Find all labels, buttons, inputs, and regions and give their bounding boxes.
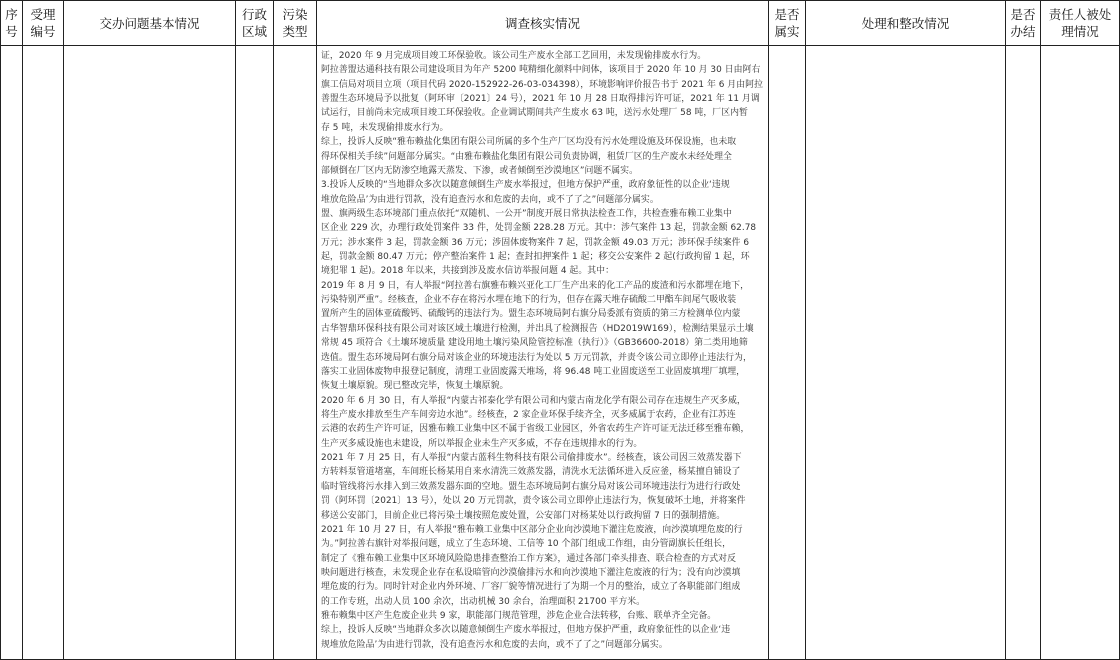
investigation-line: 试运行，目前尚未完成项目竣工环保验收。企业调试期间共产生废水 63 吨，送污水处理厂 58 吨，厂区内暂 [321,108,748,119]
investigation-line: 旗工信局对项目立项（项目代码 2020-152922-26-03-034398），环境影响评价报告书于 2021 年 6 月由阿拉 [321,79,764,90]
investigation-line: 3.投诉人反映的“当地群众多次以随意倾倒生产废水举报过，但地方保护严重，政府象征性的以企业‘违规 [321,180,730,191]
header-issue: 交办问题基本情况 [64,1,236,46]
investigation-line: 规堆放危险品’为由进行罚款，没有追查污水和危废的去向，或不了了之”问题部分属实。 [321,639,668,650]
investigation-line: 的工作专班，出动人员 100 余次，出动机械 30 余台，治理面积 21700 平方米。 [321,596,646,607]
cell-accept-no [23,46,64,660]
cell-seq [1,46,23,660]
header-accept-no: 受理 编号 [23,1,64,46]
investigation-line: 常规 45 项符合《土壤环境质量 建设用地土壤污染风险管控标准（执行）》（GB36600-2018）第二类用地筛 [321,338,748,349]
investigation-line: 临时管线将污水排入到三效蒸发器东面的空地。盟生态环境局阿右旗分局对该公司环境违法行为进行行政处 [321,481,741,492]
investigation-line: 制定了《雅布赖工业集中区环境风险隐患排查整治工作方案》，通过各部门牵头排查、联合检查的方式对反 [321,553,737,564]
investigation-line: 得环保相关手续”问题部分属实。“由雅布赖盐化集团有限公司负责协调，租赁厂区的生产废水未经处理全 [321,151,732,162]
investigation-line: 2021 年 7 月 25 日，有人举报“内蒙古蓝科生物科技有限公司偷排废水”。经核查，该公司因三效蒸发器下 [321,453,742,464]
investigation-line: 雅布赖集中区产生危废企业共 9 家，职能部门规范管理，涉危企业合法转移，台账、联单齐全完备。 [321,611,717,622]
cell-is-true [769,46,806,660]
cell-handling [806,46,1006,660]
header-is-closed: 是否 办结 [1006,1,1041,46]
investigation-line: 综上，投诉人反映“当地群众多次以随意倾倒生产废水举报过，但地方保护严重，政府象征性的以企业‘违 [321,625,731,636]
investigation-line: 证，2020 年 9 月完成项目竣工环保验收。该公司生产废水全部工艺回用，未发现偷排废水行为。 [321,51,707,61]
investigation-line: 区企业 229 次，办理行政处罚案件 33 件，处罚金额 228.28 万元。其中：涉气案件 13 起，罚款金额 62.78 [321,223,757,234]
investigation-line: 为。”阿拉善右旗针对举报问题，成立了生态环境、工信等 10 个部门组成工作组，由分管副旗长任组长， [321,539,732,550]
investigation-line: 阿拉善盟达通科技有限公司建设项目为年产 5200 吨精细化颜料中间体，该项目于 2020 年 10 月 30 日由阿右 [321,65,761,76]
investigation-line: 恢复土壤原貌。现已整改完毕，恢复土壤原貌。 [321,381,509,392]
investigation-line: 起，罚款金额 80.47 万元；停产整治案件 1 起；查封扣押案件 1 起；移交公安案件 2 起(行政拘留 1 起，环 [321,252,750,263]
investigation-line: 2020 年 6 月 30 日，有人举报“内蒙古祁泰化学有限公司和内蒙古南龙化学有限公司存在违规生产灭多威， [321,395,746,406]
investigation-line: 古华智鼎环保科技有限公司对该区域土壤进行检测，并出具了检测报告（HD2019W169），检测结果显示土壤 [321,323,754,334]
cell-pollution-type [274,46,317,660]
investigation-line: 将生产废水排放至生产车间旁边水池”。经核查，2 家企业环保手续齐全，灭多威属于农药，企业有江苏连 [321,409,736,420]
header-region: 行政 区域 [236,1,274,46]
cell-investigation [317,46,769,660]
investigation-line: 部倾倒在厂区内无防渗空地露天蒸发、下渗，或者倾倒至沙漠地区”问题不属实。 [321,165,639,176]
header-row [1,1,1120,46]
investigation-line: 境犯罪 1 起)。2018 年以来，共接到涉及废水信访举报问题 4 起。其中： [321,266,615,277]
investigation-line: 选值。盟生态环境局阿右旗分局对该企业的环境违法行为处以 5 万元罚款，并责令该公司立即停止违法行为， [321,352,752,363]
investigation-line: 罚（阿环罚〔2021〕13 号），处以 20 万元罚款，责令该公司立即停止违法行为，恢复破坏土地，并将案件 [321,496,746,507]
cell-is-closed [1006,46,1041,660]
header-pollution-type: 污染 类型 [274,1,317,46]
investigation-line: 存 5 吨，未发现偷排废水行为。 [321,122,449,133]
investigation-line: 2021 年 10 月 27 日，有人举报“雅布赖工业集中区部分企业向沙漠地下灌注危废液，向沙漠填埋危废的行 [321,524,743,535]
investigation-line: 盟、旗两级生态环境部门重点依托“双随机、一公开”制度开展日常执法检查工作，共检查雅布赖工业集中 [321,208,732,219]
investigation-line: 置所产生的固体亚硫酸钙、硫酸钙的违法行为。盟生态环境局阿右旗分局委派有资质的第三方检测单位内蒙 [321,309,741,320]
investigation-line: 堆放危险品’为由进行罚款，没有追查污水和危废的去向，或不了了之”问题部分属实。 [321,194,659,205]
header-seq: 序 号 [1,1,23,46]
investigation-line: 善盟生态环境局予以批复（阿环审〔2021〕24 号），2021 年 10 月 28 日取得排污许可证，2021 年 11 月调 [321,94,760,105]
investigation-line: 综上，投诉人反映“雅布赖盐化集团有限公司所属的多个生产厂区均没有污水处理设施及环保设施，也未取 [321,137,737,148]
cell-region [236,46,274,660]
investigation-line: 映问题进行核查，未发现企业存在私设暗管向沙漠偷排污水和向沙漠地下灌注危废液的行为；没有向沙漠填 [321,567,741,578]
header-handling: 处理和整改情况 [806,1,1006,46]
investigation-line: 污染特别严重”。经核查，企业不存在将污水埋在地下的行为，但存在露天堆存硫酸二甲酯车间尾气吸收装 [321,295,737,306]
cell-accountability [1041,46,1120,660]
table-row [1,46,1120,660]
investigation-line: 落实工业固体废物申报登记制度，清理工业固废露天堆场，将 96.48 吨工业固废送至工业固废填埋厂填埋， [321,366,746,377]
header-investigation: 调查核实情况 [317,1,769,46]
investigation-line: 2019 年 8 月 9 日，有人举报“阿拉善右旗雅布赖兴亚化工厂生产出来的化工产品的废渣和污水都埋在地下， [321,280,750,291]
header-accountability: 责任人被处 理情况 [1041,1,1120,46]
cell-issue [64,46,236,660]
investigation-line: 云港的农药生产许可证，因雅布赖工业集中区不属于省级工业园区，外省农药生产许可证无法迁移至雅布赖， [321,424,750,435]
investigation-text [317,46,768,652]
investigation-line: 移送公安部门，目前企业已将污染土壤按照危废处置，公安部门对杨某处以行政拘留 7 日的强制措施。 [321,510,726,521]
investigation-line: 万元；涉水案件 3 起，罚款金额 36 万元；涉固体废物案件 7 起，罚款金额 49.03 万元；涉环保手续案件 6 [321,237,750,248]
investigation-line: 埋危废的行为。同时针对企业内外环境、厂容厂貌等情况进行了为期一个月的整治，成立了各职能部门组成 [321,582,741,593]
header-is-true: 是否 属实 [769,1,806,46]
investigation-line: 方转料泵管道堵塞，车间班长杨某用自来水清洗三效蒸发器，清洗水无法循环进入反应釜，杨某擅自铺设了 [321,467,741,478]
investigation-line: 生产灭多威设施也未建设，所以举报企业未生产灭多威，不存在违规排水的行为。 [321,438,643,449]
